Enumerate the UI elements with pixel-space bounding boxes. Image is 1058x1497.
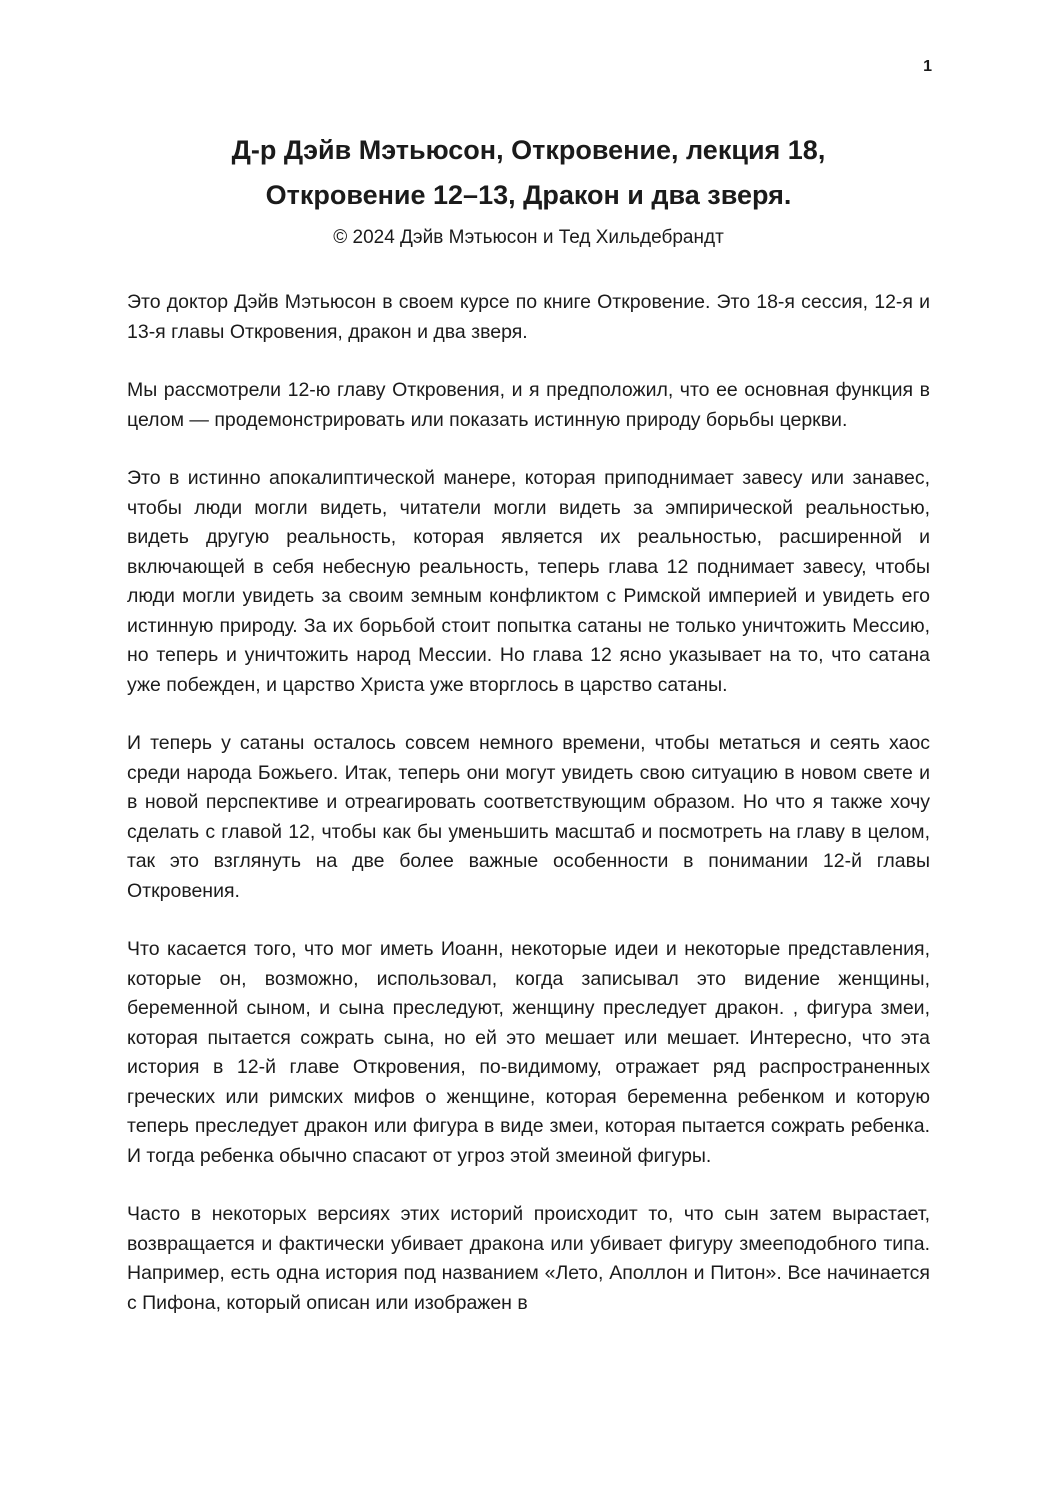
paragraph: И теперь у сатаны осталось совсем немного времени, чтобы метаться и сеять хаос среди народа Божьего. Итак, теперь они могут увидеть свою ситуацию в новом свете и в новой перспективе и отреагировать соответствующим образом. Но что я также хочу сделать с главой 12, чтобы как бы уменьшить масштаб и посмотреть на главу в целом, так это взглянуть на две более важные особенности в понимании 12-й главы Откровения. <box>127 732 930 902</box>
paragraph: Мы рассмотрели 12-ю главу Откровения, и я предположил, что ее основная функция в целом — продемонстрировать или показать истинную природу борьбы церкви. <box>127 379 930 431</box>
paragraph: Часто в некоторых версиях этих историй происходит то, что сын затем вырастает, возвращается и фактически убивает дракона или убивает фигуру змееподобного типа. Например, есть одна история под названием «Лето, Аполлон и Питон». Все начинается с Пифона, который описан или изображен в <box>127 1203 930 1314</box>
paragraph: Что касается того, что мог иметь Иоанн, некоторые идеи и некоторые представления, которые он, возможно, использовал, когда записывал это видение женщины, беременной сыном, и сына преследуют, женщину преследует дракон. , фигура змеи, которая пытается сожрать сына, но ей это мешает или мешает. Интересно, что эта история в 12-й главе Откровения, по-видимому, отражает ряд распространенных греческих или римских мифов о женщине, которая беременна ребенком и которую теперь преследует дракон или фигура в виде змеи, которая пытается сожрать ребенка. И тогда ребенка обычно спасают от угроз этой змеиной фигуры. <box>127 938 930 1167</box>
paragraph: Это в истинно апокалиптической манере, которая приподнимает завесу или занавес, чтобы люди могли видеть, читатели могли видеть за эмпирической реальностью, видеть другую реальность, которая является их реальностью, расширенной и включающей в себя небесную реальность, теперь глава 12 поднимает завесу, чтобы люди могли увидеть за своим земным конфликтом с Римской империей и увидеть его истинную природу. За их борьбой стоит попытка сатаны не только уничтожить Мессию, но теперь и уничтожить народ Мессии. Но глава 12 ясно указывает на то, что сатана уже побежден, и царство Христа уже вторглось в царство сатаны. <box>127 467 930 696</box>
page-number: 1 <box>923 58 932 75</box>
document-title <box>127 128 930 218</box>
document-body <box>127 288 930 1318</box>
title-line-1: Д-р Дэйв Мэтьюсон, Откровение, лекция 18, <box>231 135 826 165</box>
paragraph: Это доктор Дэйв Мэтьюсон в своем курсе по книге Откровение. Это 18-я сессия, 12-я и 13-я главы Откровения, дракон и два зверя. <box>127 291 930 343</box>
copyright-line: © 2024 Дэйв Мэтьюсон и Тед Хильдебрандт <box>333 227 724 248</box>
title-line-2: Откровение 12–13, Дракон и два зверя. <box>265 180 792 210</box>
